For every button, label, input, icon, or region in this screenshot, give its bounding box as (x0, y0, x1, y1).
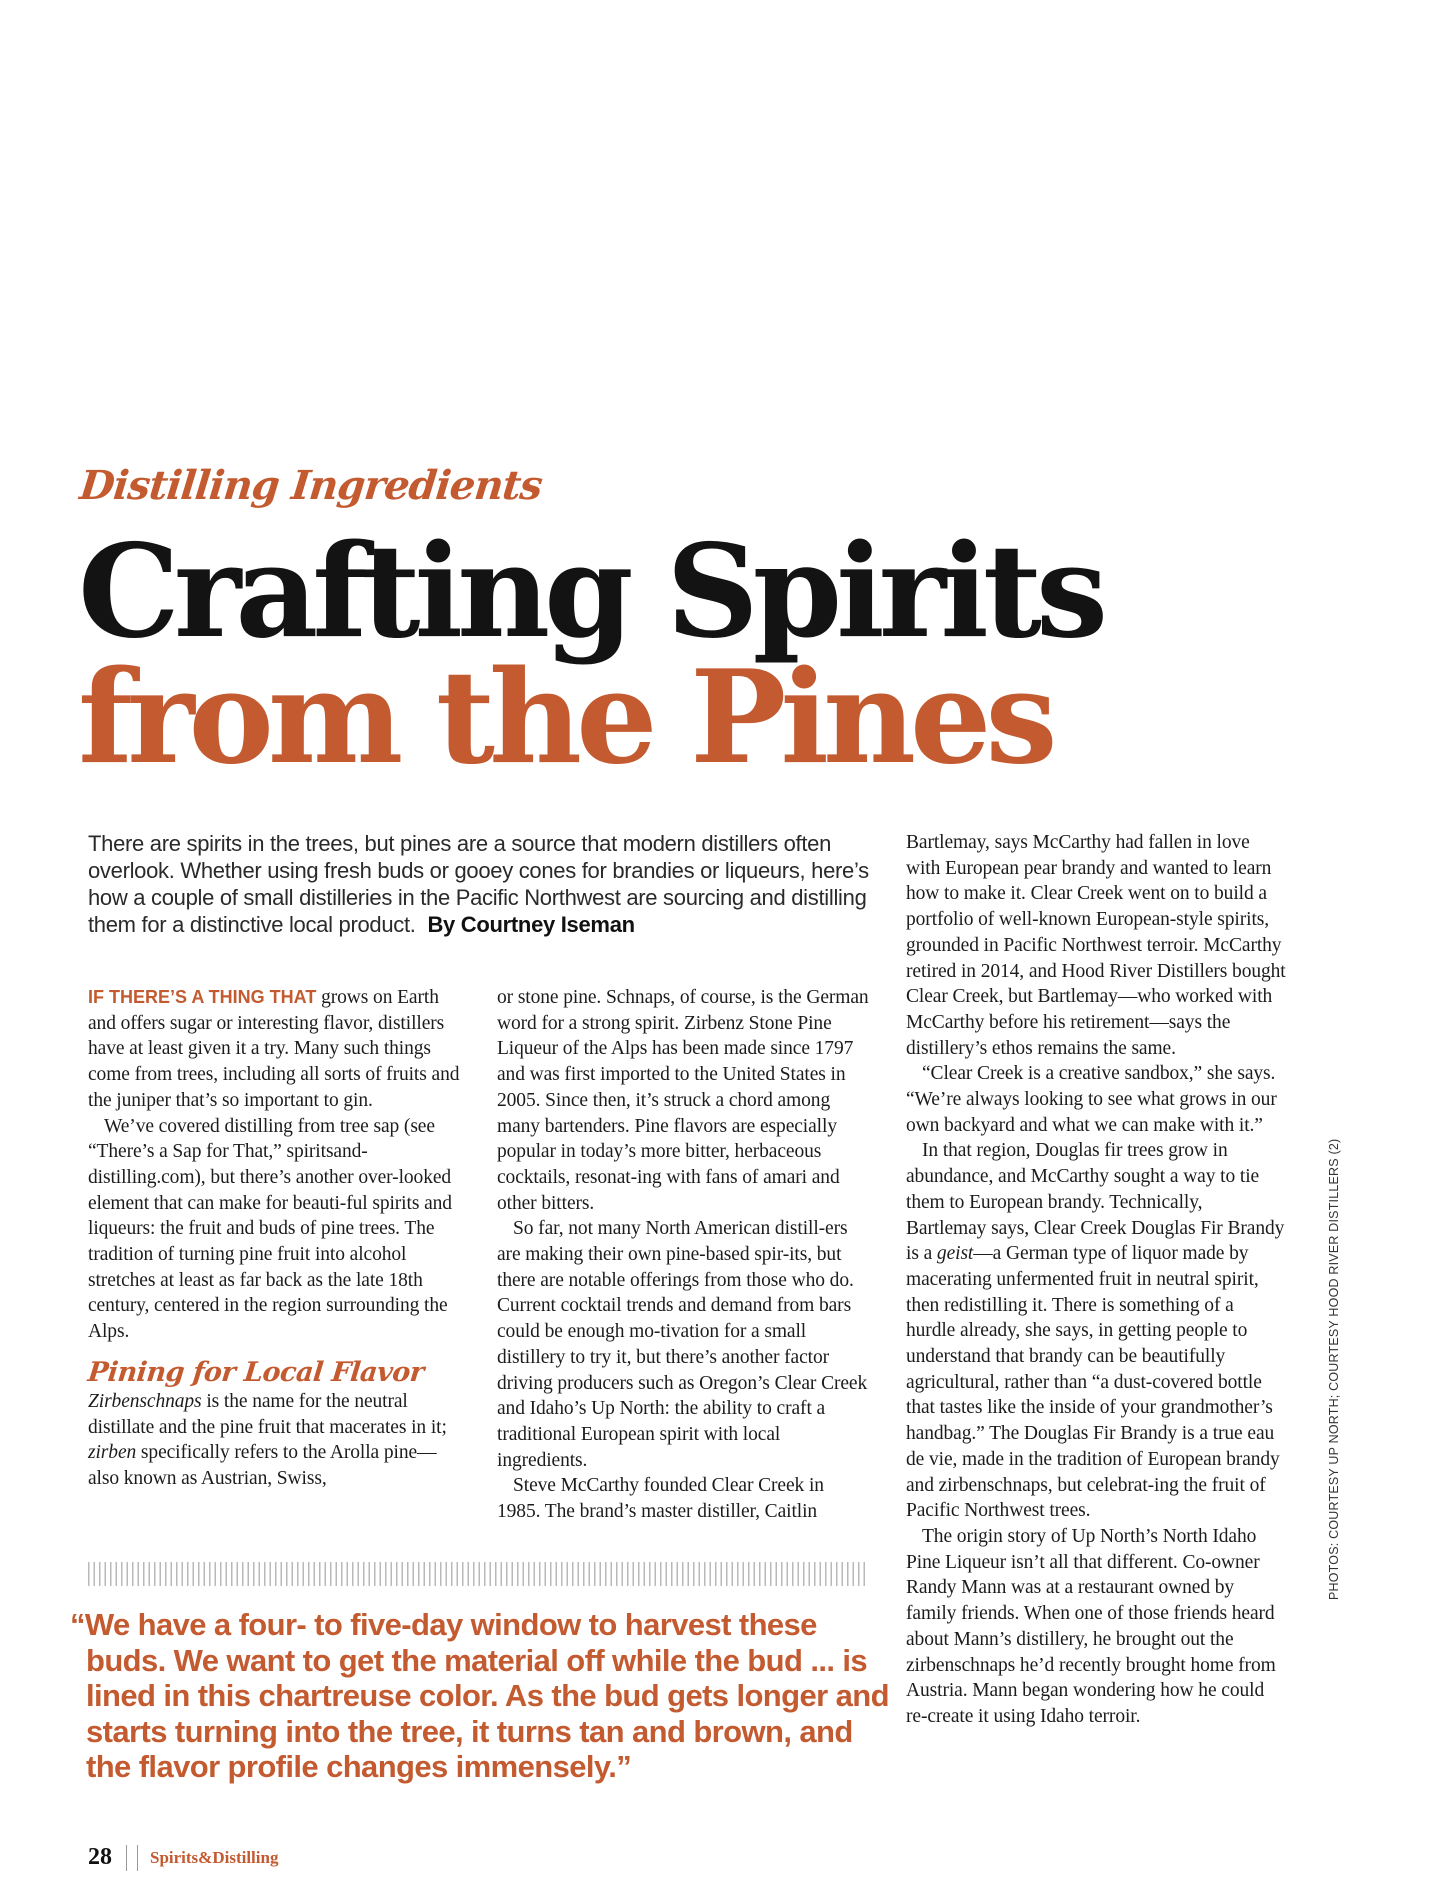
page-number: 28 (88, 1844, 112, 1870)
headline-line-2: from the Pines (78, 643, 1052, 793)
pull-quote (70, 1607, 890, 1785)
deck (88, 830, 888, 938)
photo-credit: PHOTOS: COURTESY UP NORTH; COURTESY HOOD RIVER DISTILLERS (2) (1327, 1138, 1341, 1600)
emphasis: geist (936, 1243, 974, 1265)
article-column-2 (497, 985, 872, 1525)
paragraph: or stone pine. Schnaps, of course, is the German word for a strong spirit. Zirbenz Stone Pine Liqueur of the Alps has been made since 1797 and was first imported to the United States in 2005. Since then, it’s struck a chord among many bartenders. Pine flavors are especially popular in today’s more bitter, herbaceous cocktails, resonat-ing with fans of amari and other bitters. (497, 987, 869, 1214)
article-column-3 (906, 830, 1286, 1730)
paragraph (88, 985, 463, 1114)
page-footer (88, 1844, 278, 1871)
paragraph: Bartlemay, says McCarthy had fallen in love with European pear brandy and wanted to learn how to make it. Clear Creek went on to build a portfolio of well-known European-style spirits, grounded in Pacific Northwest terroir. McCarthy retired in 2014, and Hood River Distillers bought Clear Creek, but Bartlemay—who worked with McCarthy before his retirement—says the distillery’s ethos remains the same. (906, 832, 1286, 1059)
paragraph (88, 1389, 463, 1492)
paragraph-text: specifically refers to the Arolla pine—also known as Austrian, Swiss, (88, 1442, 437, 1489)
lead-in: IF THERE’S A THING THAT (88, 987, 317, 1007)
article-column-1 (88, 985, 463, 1492)
emphasis: zirben (88, 1442, 137, 1464)
headline-line-1: Crafting Spirits (78, 517, 1102, 667)
paragraph: “Clear Creek is a creative sandbox,” she says. “We’re always looking to see what grows in our own backyard and what we can make with it.” (906, 1063, 1277, 1136)
pull-quote-first-line: “We have a four- to five-day window to harvest these (70, 1607, 817, 1642)
section-kicker: Distilling Ingredients (77, 462, 545, 509)
emphasis: Zirbenschnaps (88, 1390, 202, 1412)
paragraph-text: —a German type of liquor made by macerating unfermented fruit in neutral spirit, then redistilling it. There is something of a hurdle already, she says, in getting people to understand that brandy can be beautifully agricultural, rather than “a dust-covered bottle that tastes like the inside of your grandmother’s handbag.” The Douglas Fir Brandy is a true eau de vie, made in the tradition of European brandy and zirbenschnaps, but celebrat-ing the fruit of Pacific Northwest trees. (906, 1243, 1280, 1522)
decorative-stripe-rule (88, 1562, 868, 1586)
paragraph-text: is the name for the neutral distillate and the pine fruit that macerates in it; (88, 1390, 447, 1438)
paragraph: We’ve covered distilling from tree sap (see “There’s a Sap for That,” spiritsand-distilling.com), but there’s another over-looked element that can make for beauti-ful spirits and liqueurs: the fruit and buds of pine trees. The tradition of turning pine fruit into alcohol stretches at least as far back as the late 18th century, centered in the region surrounding the Alps. (88, 1115, 452, 1343)
magazine-name: Spirits&Distilling (150, 1847, 279, 1867)
deck-text: There are spirits in the trees, but pines are a source that modern distillers often overlook. Whether using fresh buds or gooey cones for brandies or liqueurs, here’s how a couple of small distilleries in the Pacific Northwest are sourcing and distilling them for a distinctive local product. (88, 831, 869, 937)
paragraph-text: grows on Earth and offers sugar or interesting flavor, distillers have at least given it a try. Many such things come from trees, including all sorts of fruits and the juniper that’s so important to gin. (88, 987, 460, 1111)
paragraph: Steve McCarthy founded Clear Creek in 1985. The brand’s master distiller, Caitlin (497, 1475, 824, 1523)
byline: By Courtney Iseman (427, 912, 635, 937)
paragraph (906, 1138, 1286, 1524)
paragraph-text: In that region, Douglas fir trees grow in abundance, and McCarthy sought a way to tie them to European brandy. Technically, Bartlemay says, Clear Creek Douglas Fir Brandy is a (906, 1140, 1285, 1265)
paragraph: The origin story of Up North’s North Idaho Pine Liqueur isn’t all that different. Co-owner Randy Mann was at a restaurant owned by family friends. When one of those friends heard about Mann’s distillery, he brought out the zirbenschnaps he’d recently brought home from Austria. Mann began wondering how he could re-create it using Idaho terroir. (906, 1525, 1276, 1727)
footer-divider (126, 1845, 138, 1871)
paragraph: So far, not many North American distill-ers are making their own pine-based spir-its, but there are notable offerings from those who do. Current cocktail trends and demand from bars could be enough mo-tivation for a small distillery to try it, but there’s another factor driving producers such as Oregon’s Clear Creek and Idaho’s Up North: the ability to craft a traditional European spirit with local ingredients. (497, 1218, 868, 1471)
pull-quote-text: buds. We want to get the material off while the bud ... is lined in this chartreuse color. As the bud gets longer and starts turning into the tree, it turns tan and brown, and the flavor profile changes immensely.” (86, 1642, 889, 1784)
subheading: Pining for Local Flavor (86, 1356, 426, 1388)
